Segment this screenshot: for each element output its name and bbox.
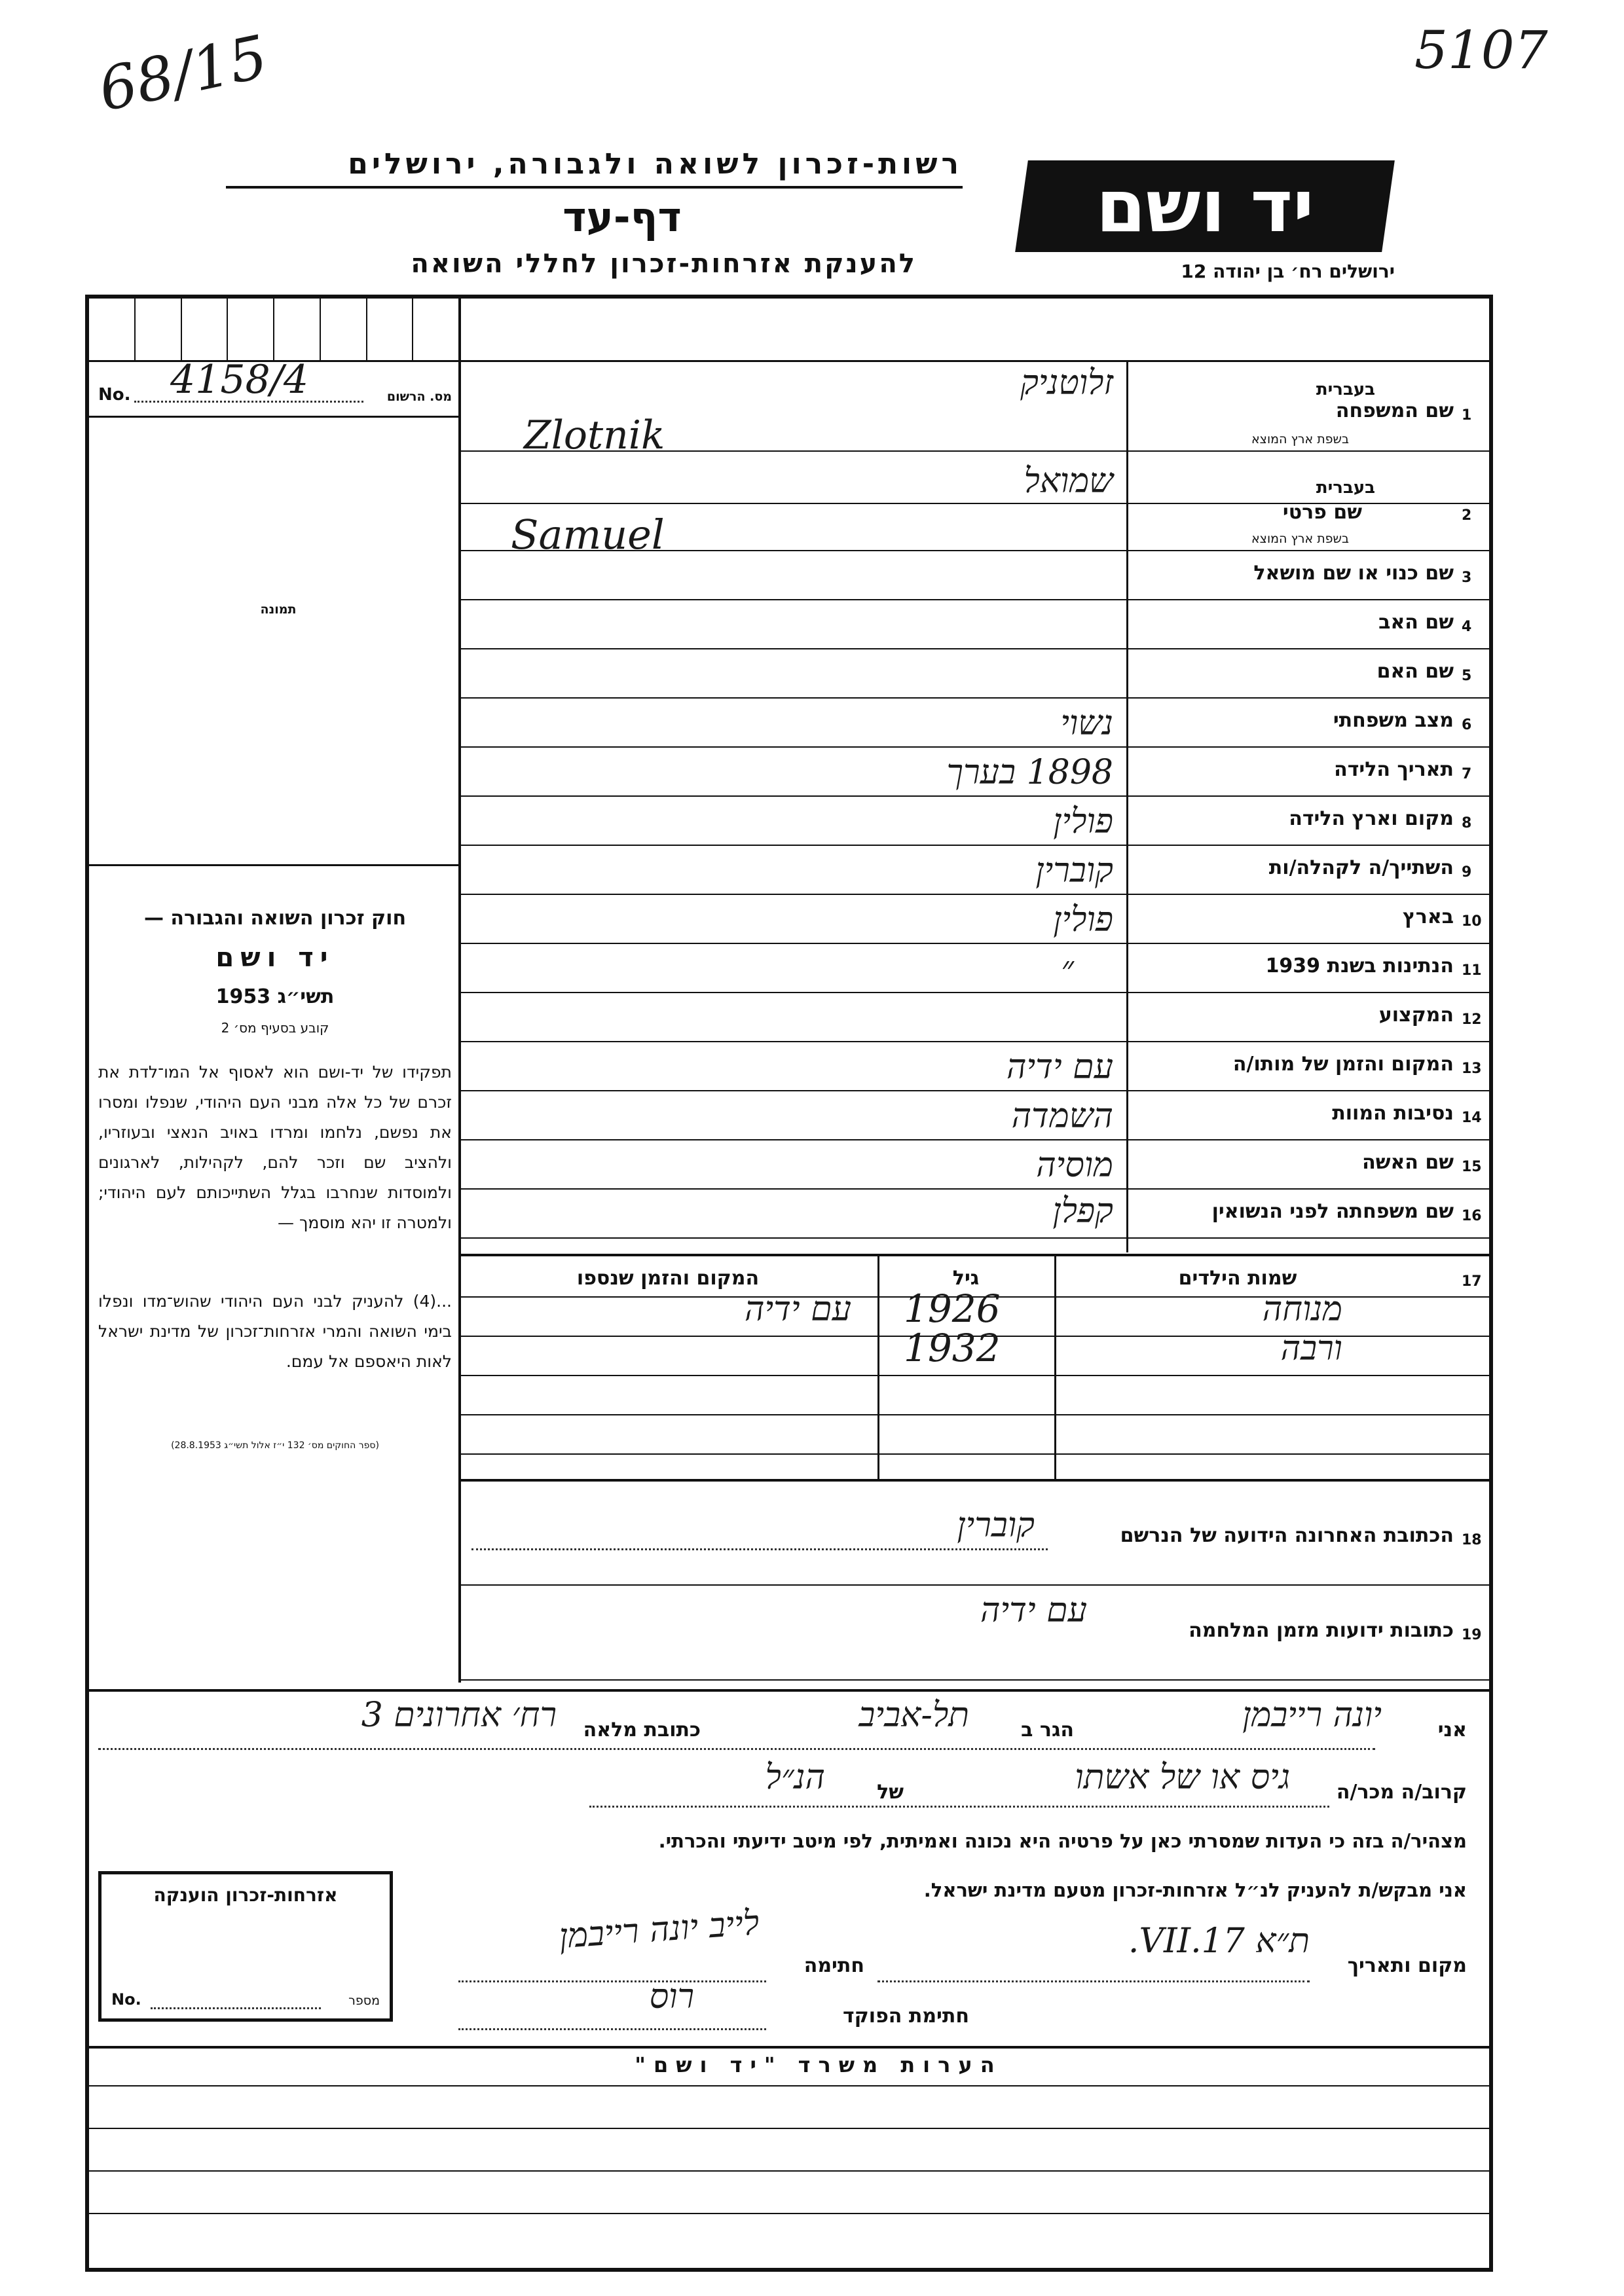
field-9-label: השתייך/ה לקהלה/ות [1268,856,1454,879]
field-4-number: 4 [1462,619,1472,635]
official-signature-label: חתימת הפוקד [843,2005,969,2028]
field-12-label: המקצוע [1378,1004,1454,1027]
declaration-relative: קרוב/ה מכר/ה [1336,1781,1467,1804]
law-year: תשי״ג 1953 [215,985,335,1008]
field-2-hebrew-label: בעברית [1316,478,1375,498]
child-1-name: מנוחה [1262,1290,1342,1329]
witness-address-value: רח׳ אחרונים 3 [361,1696,557,1735]
field-7-number: 7 [1462,766,1472,782]
registration-label: מס. הרשום [386,390,452,404]
field-8-number: 8 [1462,815,1472,831]
declaration-lives-in: הגר ב [1021,1719,1074,1741]
header-address: ירושלים רח׳ בן יהודה 12 [1181,261,1395,282]
field-19-number: 19 [1462,1627,1482,1643]
office-remarks-title: הערות משרד "יד ושם" [635,2052,1003,2077]
place-date-value: ת״א 17.VII. [1128,1922,1310,1961]
last-address-value: קוברין [957,1506,1035,1545]
citizenship-box-title: אזרחות-זכרון הוענקה [153,1884,338,1906]
field-15-label: שם האשה [1362,1151,1454,1174]
death-circumstances-value: השמדה [1011,1097,1113,1136]
declaration-ani: אני [1437,1719,1467,1741]
law-name: יד ושם [215,943,335,973]
form-title: דף-עד [563,193,682,241]
photo-label: תמונה [260,602,297,617]
declaration-of: של [877,1781,904,1804]
surname-origin-value: Zlotnik [524,412,665,458]
archive-mark-left: 68/15 [92,22,274,125]
field-5-number: 5 [1462,668,1472,684]
citizenship-box-no: No. [111,1990,141,2009]
citizenship-1939-value: ״ [1061,949,1074,989]
country-value: פולין [1053,900,1113,939]
wife-maiden-name-value: קפלן [1052,1192,1113,1231]
field-2-label: שם פרטי [1282,501,1362,524]
child-2-name: ורבה [1280,1329,1342,1368]
field-1-label: שם המשפחה [1335,399,1454,422]
field-12-number: 12 [1462,1011,1482,1028]
field-11-number: 11 [1462,962,1482,979]
field-3-number: 3 [1462,570,1472,586]
authority-name: רשות-זכרון לשואה ולגבורה, ירושלים [348,147,963,181]
place-date-label: מקום ותאריך [1347,1954,1467,1977]
field-2-number: 2 [1462,507,1472,524]
of-value: הנ״ל [765,1758,825,1797]
field-7-label: תאריך הלידה [1334,758,1454,781]
wife-name-value: מוסיה [1036,1146,1113,1185]
witness-name-value: יונה רייבמן [1242,1696,1382,1735]
registration-grid [89,299,458,360]
first-name-origin-value: Samuel [511,511,665,558]
field-2-origin-label: בשפת ארץ המוצא [1251,532,1349,546]
field-5-label: שם האם [1376,660,1454,683]
field-16-label: שם משפחתה לפני הנשואין [1211,1200,1454,1223]
field-1-origin-label: בשפת ארץ המוצא [1251,432,1349,446]
death-place-value: עם ידיה [1006,1048,1113,1087]
law-source: (ספר החוקים מס׳ 132 י״ז אלול תשי״ג 28.8.1953) [171,1440,379,1451]
field-14-label: נסיבות המוות [1332,1102,1454,1125]
declaration-statement-2: אני מבקש/ת להעניק לנ״ל אזרחות-זכרון מטעם מדינת ישראל. [923,1879,1467,1901]
declaration-statement-1: מצהיר/ה בזה כי העדות שמסרתי כאן על פרטיה היא נכונה ואמיתית, לפי מיטב ידיעתי והכרתי. [658,1830,1467,1852]
signature-label: חתימה [803,1954,864,1977]
citizenship-box-number-label: מספר [348,1994,380,2008]
field-18-number: 18 [1462,1532,1482,1548]
child-1-age: 1926 [904,1286,1001,1331]
community-value: קוברין [1035,851,1113,890]
field-15-number: 15 [1462,1159,1482,1175]
birth-place-value: פולין [1053,802,1113,841]
field-6-label: מצב משפחתי [1333,709,1454,732]
birth-date-value: 1898 בערך [946,753,1113,792]
field-1-hebrew-label: בעברית [1316,380,1375,399]
law-clause: קובע בסעיף מס׳ 2 [221,1020,329,1036]
field-9-number: 9 [1462,864,1472,881]
field-19-label: כתובות ידועות מזמן המלחמה [1189,1619,1454,1642]
registration-no-label: No. [98,385,131,405]
field-10-label: בארץ [1402,905,1454,928]
wartime-address-value: עם ידיה [980,1591,1087,1630]
child-2-age: 1932 [904,1326,1001,1370]
field-10-number: 10 [1462,913,1482,930]
registration-number: 4158/4 [170,357,309,403]
witness-city-value: תל-אביב [858,1696,969,1735]
field-11-label: הנתינות בשנת 1939 [1265,955,1454,977]
children-age-header: גיל [952,1267,980,1290]
field-8-label: מקום וארץ הלידה [1289,807,1454,830]
form-subtitle: להענקת אזרחות-זכרון לחללי השואה [411,249,917,279]
children-names-header: שמות הילדים [1178,1267,1297,1290]
law-title: חוק זכרון השואה והגבורה — [143,907,407,930]
field-13-label: המקום והזמן של מותו/ה [1232,1053,1454,1076]
field-17-number: 17 [1462,1273,1482,1290]
law-text-main: תפקידו של יד-ושם הוא לאסוף אל המו־לדת את זכרם של כל אלה מבני העם היהודי, שנפלו ומסרו את נפשם, נלחמו ומרדו באויב הנאצי ובעוזריו, ולהציב שם וזכר להם, לקהילות, לארגונים ולמוסדות שנחרבו בגלל השתייכותם לעם היהודי; ולמטרה זו יהא מוסמך — [98,1063,452,1232]
official-signature-value: רוס [649,1977,694,2016]
field-3-label: שם כנוי או שם מושאל [1253,562,1454,585]
children-place-header: המקום והזמן שנספו [576,1267,760,1290]
field-16-number: 16 [1462,1208,1482,1224]
field-18-label: הכתובת האחרונה הידועה של הנרשם [1120,1524,1454,1547]
marital-status-value: נשוי [1060,704,1113,743]
field-14-number: 14 [1462,1110,1482,1126]
declaration-full-address: כתובת מלאה [583,1719,701,1741]
field-4-label: שם האב [1378,611,1454,634]
relation-value: גיס או של אשתו [1075,1758,1290,1797]
child-1-place: עם ידיה [745,1290,851,1329]
archive-mark-right: 5107 [1414,20,1548,81]
surname-hebrew-value: זלוטניק [1020,363,1113,403]
law-text-clause-4: ...(4) להעניק לבני העם היהודי שהוש־מדו ונפלו בימי השואה והמרי אזרחות־זכרון של מדינת ישראל לאות היאספם אל עמם. [98,1292,452,1371]
field-6-number: 6 [1462,717,1472,733]
logo-text: יד ושם [1096,164,1314,248]
field-13-number: 13 [1462,1061,1482,1077]
witness-signature: לייב יונה רייבמן [557,1903,761,1957]
first-name-hebrew-value: שמואל [1024,462,1113,501]
field-1-number: 1 [1462,407,1472,424]
